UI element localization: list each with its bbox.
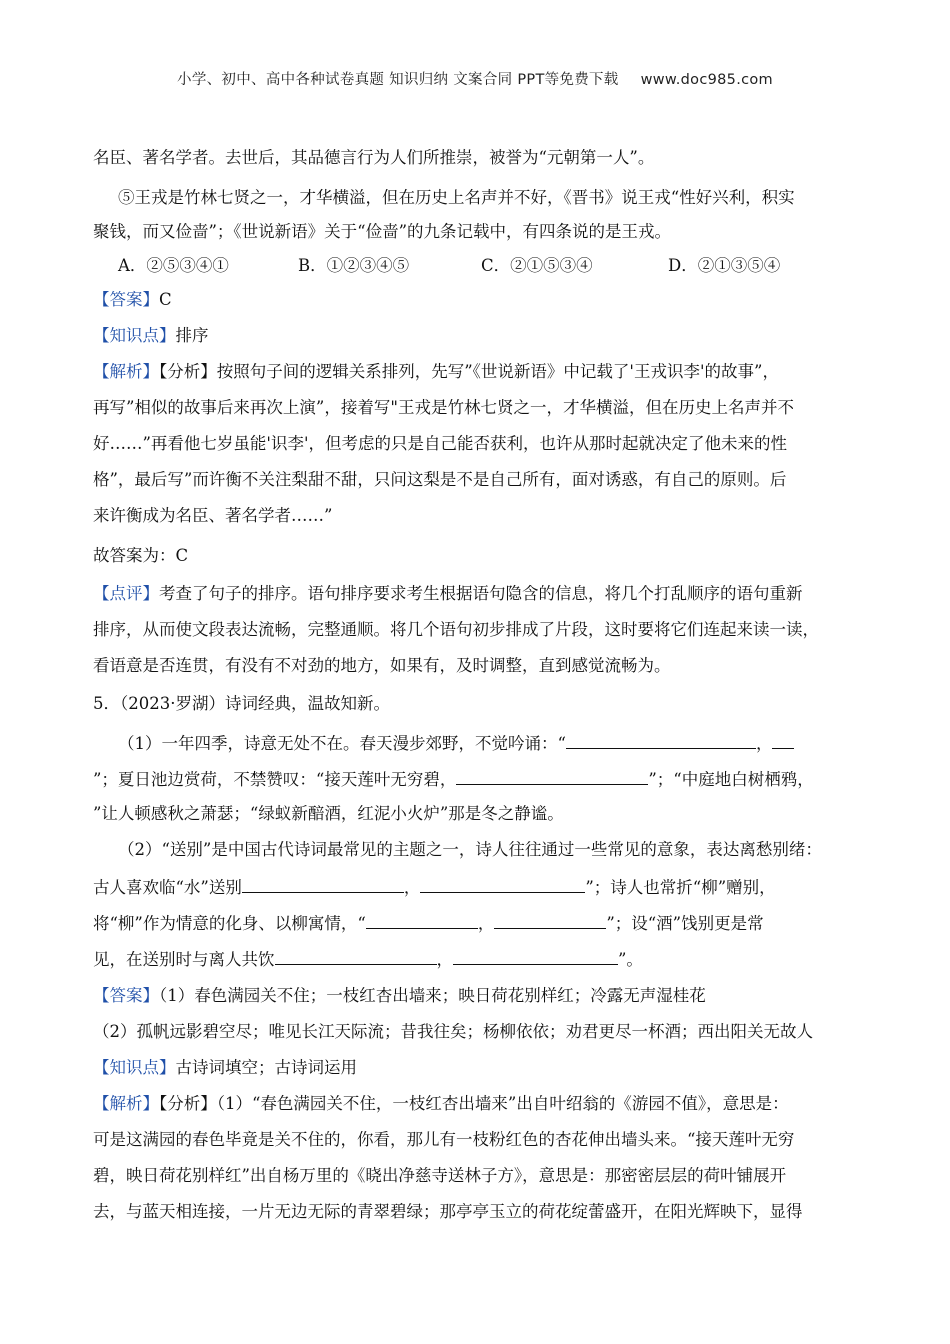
q5-part2-text-2: ”；诗人也常折“柳”赠别， [585, 878, 776, 897]
q5-part2-text-4: ”；设“酒”饯别更是常 [606, 914, 764, 933]
knowledge-tag: 【知识点】 [93, 326, 176, 345]
review-tag: 【点评】 [93, 584, 159, 603]
q4-knowledge-point [93, 326, 863, 346]
q5-analysis-line-2: 可是这满园的春色毕竟是关不住的，你看，那儿有一枝粉红色的杏花伸出墙头来。“接天莲叶无穷 [93, 1130, 795, 1149]
knowledge-value: 古诗词填空；古诗词运用 [175, 1058, 357, 1077]
q4-conclusion: 故答案为：C [93, 546, 189, 565]
q4-analysis-line-4: 格”，最后写”而许衡不关注梨甜不甜，只问这梨是不是自己所有，面对诱惑，有自己的原则。后 [93, 470, 787, 489]
blank-8[interactable] [275, 948, 437, 965]
q5-analysis-line-3: 碧，映日荷花别样红”出自杨万里的《晓出净慈寺送林子方》，意思是：那密密层层的荷叶铺展开 [93, 1166, 787, 1185]
q5-part2-line-3 [93, 912, 863, 934]
q5-part2-text: 古人喜欢临“水”送别 [93, 878, 242, 897]
q5-part2-text-6: ”。 [618, 950, 643, 969]
blank-5[interactable] [420, 876, 585, 893]
q4-options [118, 256, 888, 276]
q5-part2-text-5: 见，在送别时与离人共饮 [93, 950, 275, 969]
comma: ， [403, 878, 421, 897]
answer-tag: 【答案】 [93, 290, 159, 309]
blank-9[interactable] [453, 948, 618, 965]
answer-part1: （1）春色满园关不住；一枝红杏出墙来；映日荷花别样红；冷露无声湿桂花 [159, 986, 706, 1005]
blank-1[interactable] [566, 732, 756, 749]
review-text: 考查了句子的排序。语句排序要求考生根据语句隐含的信息，将几个打乱顺序的语句重新 [159, 584, 803, 603]
q5-knowledge-point [93, 1058, 863, 1078]
q5-part1-line-2 [93, 768, 863, 790]
header-text: 小学、初中、高中各种试卷真题 知识归纳 文案合同 PPT等免费下载 [177, 72, 619, 88]
q4-answer [93, 290, 863, 310]
q5-answer-line-1 [93, 986, 863, 1006]
q4-line-1: 名臣、著名学者。去世后，其品德言行为人们所推崇，被誉为“元朝第一人”。 [93, 148, 655, 167]
analysis-tag: 【解析】 [93, 1094, 159, 1113]
q4-option-5-line-a: ⑤王戎是竹林七贤之一，才华横溢，但在历史上名声并不好，《晋书》说王戎“性好兴利，积实 [118, 188, 795, 207]
option-b: B．①②③④⑤ [298, 256, 410, 275]
q5-part2-line-1: （2）“送别”是中国古代诗词最常见的主题之一，诗人往往通过一些常见的意象，表达离愁别绪： [118, 840, 822, 859]
q4-review-line-2: 排序，从而使文段表达流畅，完整通顺。将几个语句初步排成了片段，这时要将它们连起来读一读， [93, 620, 819, 639]
q5-part1-text-3: ”；“中庭地白树栖鸦， [648, 770, 814, 789]
comma: ， [477, 914, 495, 933]
comma: ， [436, 950, 453, 969]
q4-review-line-1 [93, 584, 863, 604]
knowledge-tag: 【知识点】 [93, 1058, 176, 1077]
q5-analysis-line-1 [93, 1094, 863, 1114]
analysis-tag: 【解析】 [93, 362, 159, 381]
q4-analysis-line-3: 好……”再看他七岁虽能'识李'，但考虑的只是自己能否获利，也许从那时起就决定了他未来的性 [93, 434, 788, 453]
answer-value: C [159, 290, 172, 309]
q4-analysis-line-2: 再写”相似的故事后来再次上演”，接着写"王戎是竹林七贤之一，才华横溢，但在历史上名声并不 [93, 398, 794, 417]
q4-review-line-3: 看语意是否连贯，有没有不对劲的地方，如果有，及时调整，直到感觉流畅为。 [93, 656, 671, 675]
q5-part1-text-2: ”；夏日池边赏荷，不禁赞叹：“接天莲叶无穷碧， [93, 770, 457, 789]
q5-part1-text: （1）一年四季，诗意无处不在。春天漫步郊野，不觉吟诵：“ [118, 734, 566, 753]
comma: ， [755, 734, 773, 753]
q4-analysis-line-1 [93, 362, 863, 382]
q5-answer-line-2: （2）孤帆远影碧空尽；唯见长江天际流；昔我往矣；杨柳依依；劝君更尽一杯酒；西出阳关无故人 [93, 1022, 813, 1041]
blank-4[interactable] [242, 876, 404, 893]
analysis-text: 【分析】按照句子间的逻辑关系排列，先写”《世说新语》中记载了'王戎识李'的故事”， [159, 362, 779, 381]
option-c: C．②①⑤③④ [481, 256, 593, 275]
q5-stem: 5．（2023·罗湖）诗词经典，温故知新。 [93, 694, 390, 713]
q5-part1-line-3: ”让人顿感秋之萧瑟；“绿蚁新醅酒，红泥小火炉”那是冬之静谧。 [93, 804, 564, 823]
blank-2[interactable] [772, 732, 794, 749]
q4-option-5-line-b: 聚钱，而又俭啬”；《世说新语》关于“俭啬”的九条记载中，有四条说的是王戎。 [93, 222, 672, 241]
page-header [0, 68, 950, 89]
q5-part2-line-4 [93, 948, 863, 970]
blank-6[interactable] [366, 912, 478, 929]
q5-analysis-line-4: 去，与蓝天相连接，一片无边无际的青翠碧绿；那亭亭玉立的荷花绽蕾盛开，在阳光辉映下，显得 [93, 1202, 803, 1221]
q5-part2-line-2 [93, 876, 863, 898]
option-a: A．②⑤③④① [118, 256, 229, 275]
q4-analysis-line-5: 来许衡成为名臣、著名学者……” [93, 506, 333, 525]
answer-tag: 【答案】 [93, 986, 159, 1005]
header-url[interactable]: www.doc985.com [640, 72, 773, 88]
option-d: D．②①③⑤④ [668, 256, 781, 275]
q5-part2-text-3: 将“柳”作为情意的化身、以柳寓情，“ [93, 914, 366, 933]
knowledge-value: 排序 [175, 326, 209, 345]
blank-7[interactable] [494, 912, 606, 929]
q5-part1-line-1 [118, 732, 888, 754]
analysis-text: 【分析】（1）“春色满园关不住，一枝红杏出墙来”出自叶绍翁的《游园不值》，意思是： [159, 1094, 789, 1113]
blank-3[interactable] [456, 768, 648, 785]
